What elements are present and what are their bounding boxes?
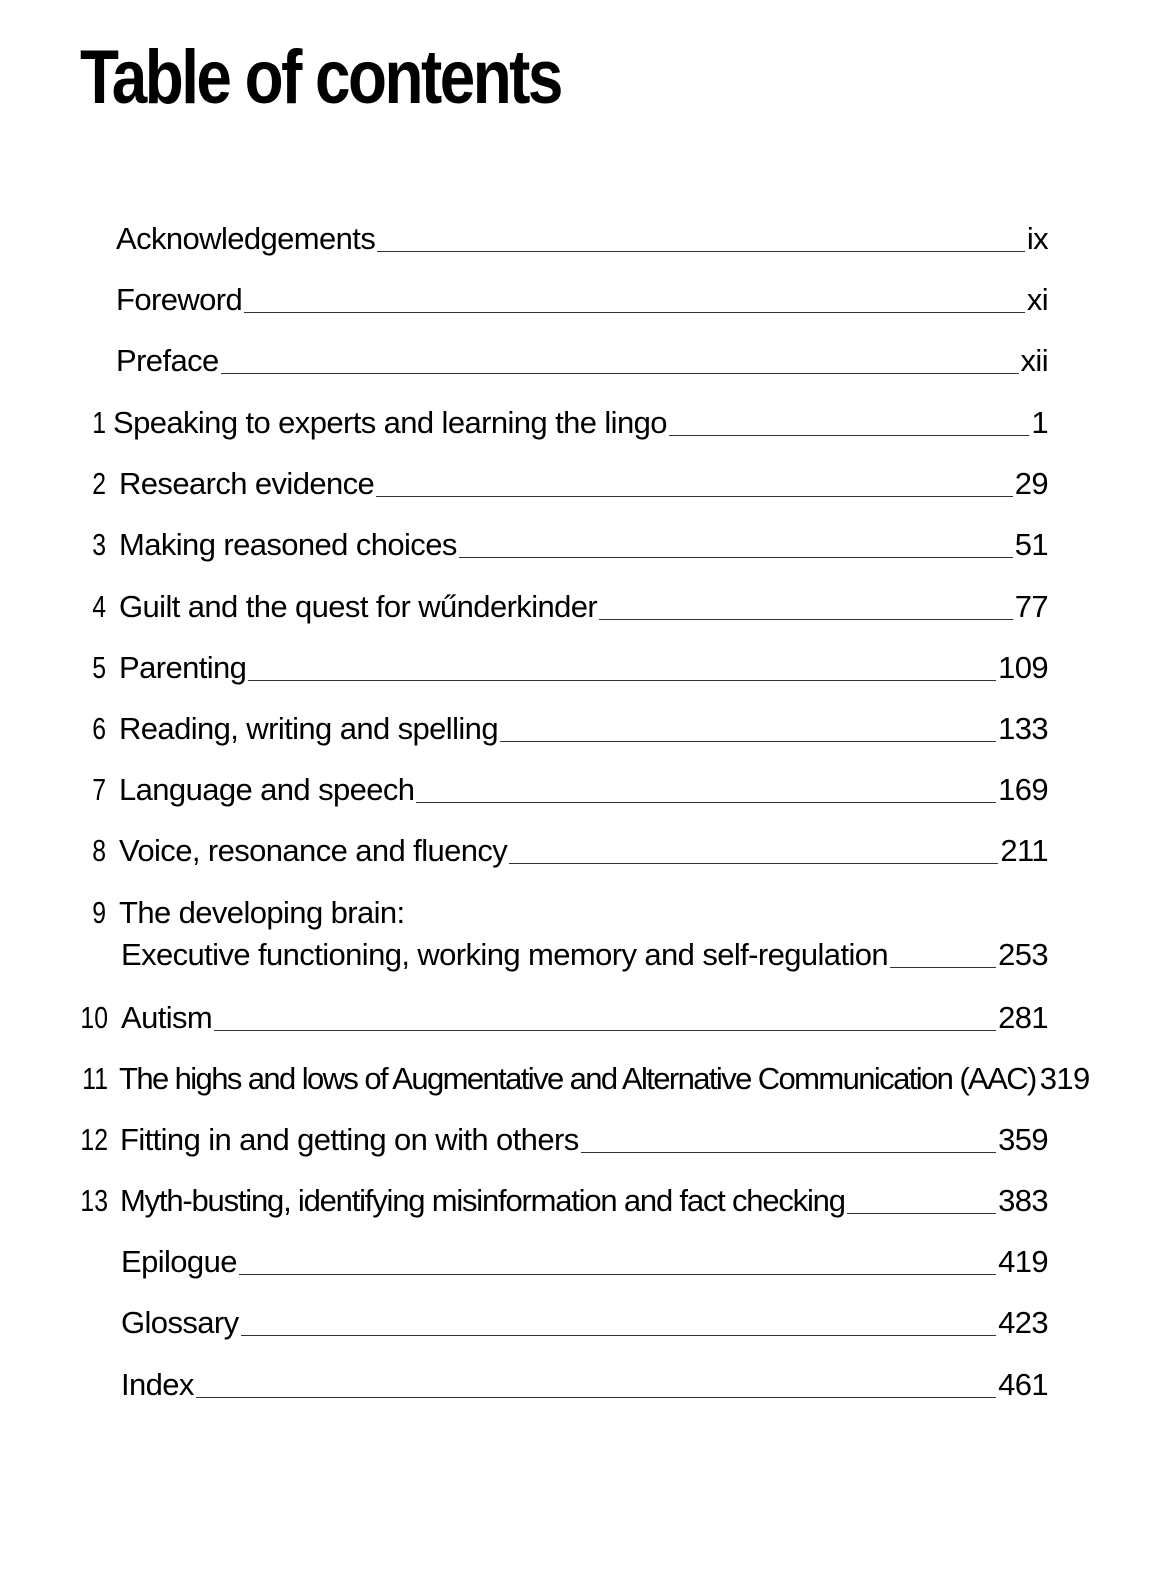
dot-leader — [239, 1273, 996, 1275]
toc-entry-label: Making reasoned choices — [119, 527, 457, 562]
toc-entry-chapter-6[interactable] — [0, 708, 1150, 752]
toc-entry-label: Myth-busting, identifying misinformation and fact checking — [120, 1183, 845, 1218]
toc-entry-acknowledgements[interactable] — [0, 218, 1150, 262]
toc-entry-chapter-7[interactable] — [0, 769, 1150, 813]
dot-leader — [196, 1396, 996, 1398]
toc-entry-subtitle: Executive functioning, working memory and self-regulation — [121, 937, 889, 972]
toc-entry-label: Guilt and the quest for wűnderkinder — [119, 589, 598, 624]
toc-entry-number: 12 — [80, 1122, 108, 1157]
toc-entry-page: 29 — [1014, 466, 1048, 501]
dot-leader — [377, 250, 1025, 252]
toc-entry-label: Acknowledgements — [116, 221, 376, 256]
toc-entry-number: 4 — [92, 589, 106, 624]
toc-entry-page: 423 — [998, 1305, 1048, 1340]
toc-entry-chapter-4[interactable] — [0, 586, 1150, 630]
toc-entry-chapter-13[interactable] — [0, 1180, 1150, 1224]
toc-entry-label: Reading, writing and spelling — [119, 711, 498, 746]
dot-leader — [890, 966, 996, 968]
dot-leader — [221, 372, 1019, 374]
dot-leader — [847, 1212, 996, 1214]
toc-entry-label: Fitting in and getting on with others — [120, 1122, 579, 1157]
dot-leader — [244, 311, 1025, 313]
toc-entry-number: 3 — [92, 527, 106, 562]
dot-leader — [581, 1151, 996, 1153]
toc-entry-page: 281 — [998, 1000, 1048, 1035]
toc-entry-number: 10 — [80, 1000, 108, 1035]
toc-entry-label: Parenting — [119, 650, 247, 685]
toc-entry-number: 8 — [92, 833, 106, 868]
toc-entry-label: Epilogue — [121, 1244, 237, 1279]
toc-entry-number: 11 — [82, 1061, 108, 1096]
toc-entry-page: 253 — [998, 937, 1048, 972]
dot-leader — [376, 495, 1013, 497]
toc-entry-label: The highs and lows of Augmentative and Alternative Communication (AAC) — [119, 1061, 1036, 1096]
toc-entry-chapter-1[interactable] — [0, 402, 1150, 446]
toc-entry-number: 7 — [92, 772, 106, 807]
toc-entry-index[interactable] — [0, 1364, 1150, 1408]
toc-entry-glossary[interactable] — [0, 1302, 1150, 1346]
toc-entry-foreword[interactable] — [0, 279, 1150, 323]
toc-entry-page: xii — [1020, 343, 1048, 378]
toc-entry-page: 359 — [998, 1122, 1048, 1157]
toc-entry-number: 5 — [92, 650, 106, 685]
toc-entry-page: 319 — [1039, 1061, 1090, 1096]
toc-entry-page: 1 — [1031, 405, 1048, 440]
toc-entry-number: 9 — [92, 895, 106, 930]
toc-entry-page: xi — [1026, 282, 1048, 317]
toc-entry-label: Preface — [116, 343, 219, 378]
toc-entry-label: Glossary — [121, 1305, 239, 1340]
toc-entry-label: Index — [121, 1367, 194, 1402]
toc-entry-page: 383 — [998, 1183, 1048, 1218]
toc-entry-chapter-3[interactable] — [0, 524, 1150, 568]
dot-leader — [599, 618, 1013, 620]
toc-entry-number: 13 — [80, 1183, 108, 1218]
toc-entry-page: 51 — [1014, 527, 1048, 562]
toc-entry-page: 133 — [998, 711, 1048, 746]
toc-entry-page: 211 — [1000, 833, 1048, 868]
toc-entry-label: Language and speech — [119, 772, 415, 807]
toc-entry-page: 77 — [1014, 589, 1048, 624]
toc-entry-label: Speaking to experts and learning the lingo — [113, 405, 667, 440]
toc-entry-number: 6 — [92, 711, 106, 746]
toc-entry-page: 461 — [998, 1367, 1048, 1402]
dot-leader — [669, 434, 1029, 436]
toc-entry-number: 1 — [92, 405, 106, 440]
toc-entry-chapter-5[interactable] — [0, 647, 1150, 691]
dot-leader — [459, 556, 1013, 558]
toc-entry-label: Research evidence — [119, 466, 375, 501]
dot-leader — [509, 862, 998, 864]
dot-leader — [416, 801, 996, 803]
toc-entry-chapter-9[interactable] — [0, 892, 1150, 980]
toc-entry-number: 2 — [92, 466, 106, 501]
toc-entry-page: 169 — [998, 772, 1048, 807]
toc-entry-preface[interactable] — [0, 340, 1150, 384]
toc-entry-page: 419 — [998, 1244, 1048, 1279]
dot-leader — [214, 1029, 996, 1031]
toc-entry-label: The developing brain: — [119, 895, 405, 930]
toc-entry-label: Autism — [121, 1000, 213, 1035]
page-title: Table of contents — [80, 35, 561, 120]
toc-entry-chapter-12[interactable] — [0, 1119, 1150, 1163]
toc-entry-page: ix — [1026, 221, 1048, 256]
toc-entry-chapter-8[interactable] — [0, 830, 1150, 874]
toc-entry-chapter-10[interactable] — [0, 997, 1150, 1041]
toc-entry-page: 109 — [998, 650, 1048, 685]
dot-leader — [500, 740, 996, 742]
toc-entry-chapter-2[interactable] — [0, 463, 1150, 507]
toc-entry-chapter-11[interactable] — [0, 1058, 1150, 1102]
toc-entry-epilogue[interactable] — [0, 1241, 1150, 1285]
toc-entry-label: Voice, resonance and fluency — [119, 833, 508, 868]
dot-leader — [241, 1334, 997, 1336]
dot-leader — [248, 679, 996, 681]
toc-entry-label: Foreword — [116, 282, 243, 317]
